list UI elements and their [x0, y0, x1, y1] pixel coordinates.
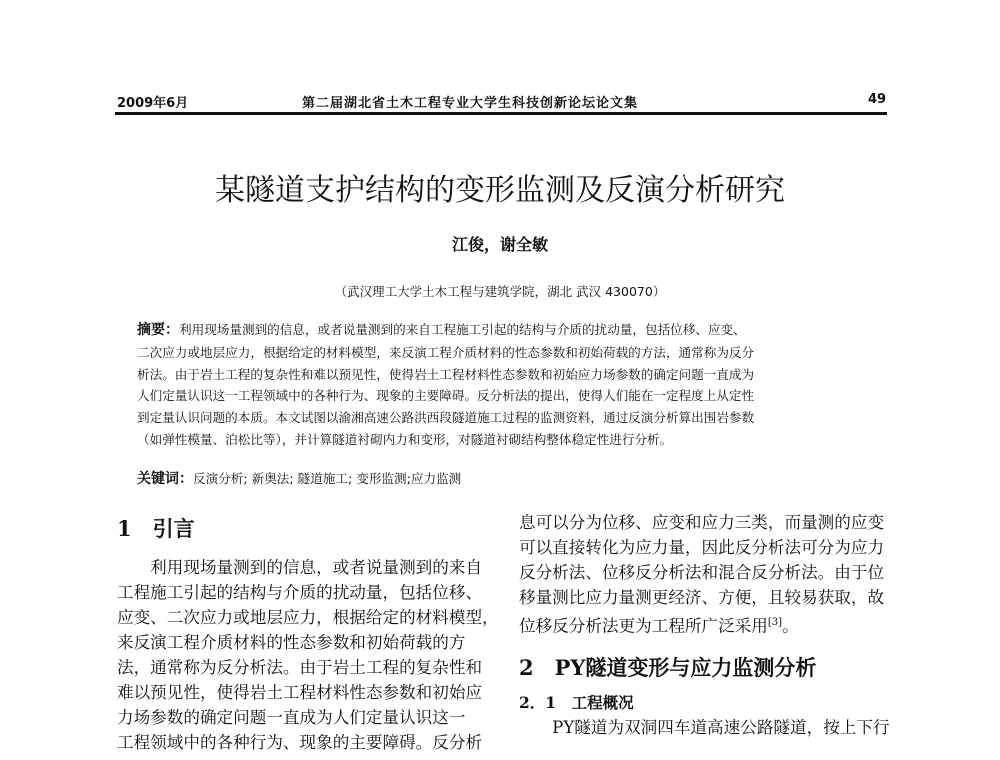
- right-column: [519, 510, 890, 740]
- abstract-line: 人们定量认识这一工程领域中的各种行为、现象的主要障碍。反分析法的提出，使得人们能在一定程度上从定性: [137, 388, 755, 404]
- body-line: 移量测比应力量测更经济、方便，且较易获取，故: [519, 588, 885, 607]
- abstract-line: 到定量认识问题的本质。本文试图以渝湘高速公路洪西段隧道施工过程的监测资料，通过反演分析算出围岩参数: [137, 410, 755, 426]
- body-line: 工程施工引起的结构与介质的扰动量，包括位移、: [117, 583, 483, 602]
- citation: [3]: [767, 617, 783, 628]
- section-1-heading: 1 引言: [117, 516, 195, 541]
- abstract-line: 利用现场量测到的信息，或者说量测到的来自工程施工引起的结构与介质的扰动量，包括位移、应变、: [179, 322, 746, 337]
- affiliation: （武汉理工大学土木工程与建筑学院，湖北 武汉 430070）: [334, 284, 666, 299]
- paper-title: 某隧道支护结构的变形监测及反演分析研究: [215, 173, 785, 208]
- authors: 江俊，谢全敏: [451, 235, 548, 254]
- header-rule: [115, 112, 887, 115]
- subsection-2-1-heading: 2．1 工程概况: [519, 692, 634, 712]
- abstract: [137, 319, 887, 451]
- body-line: 难以预见性，使得岩土工程材料性态参数和初始应: [117, 683, 483, 702]
- body-line: 工程领域中的各种行为、现象的主要障碍。反分析: [117, 733, 483, 752]
- abstract-label: 摘要：: [137, 322, 179, 338]
- left-column: [117, 516, 499, 755]
- keywords-label: 关键词：: [137, 471, 193, 487]
- body-line: 应变、二次应力或地层应力，根据给定的材料模型，: [117, 608, 499, 627]
- body-line: 可以直接转化为应力量，因此反分析法可分为应力: [519, 538, 885, 557]
- body-line: 法，通常称为反分析法。由于岩土工程的复杂性和: [117, 658, 483, 677]
- abstract-line: 二次应力或地层应力，根据给定的材料模型，来反演工程介质材料的性态参数和初始荷载的方法，通常称为反分: [137, 344, 755, 360]
- abstract-line: 析法。由于岩土工程的复杂性和难以预见性，使得岩土工程材料性态参数和初始应力场参数的确定问题一直成为: [137, 366, 755, 382]
- body-line-end: 。: [782, 616, 799, 636]
- body-line: 利用现场量测到的信息，或者说量测到的来自: [117, 558, 483, 577]
- keywords-text: 反演分析; 新奥法; 隧道施工; 变形监测;应力监测: [193, 471, 462, 486]
- keywords: [137, 468, 461, 488]
- header-page-number: 49: [868, 92, 887, 107]
- body-line: PY隧道为双洞四车道高速公路隧道，按上下行: [519, 717, 890, 737]
- section-2-heading: 2 PY隧道变形与应力监测分析: [519, 654, 817, 680]
- header-date: 2009年6月: [117, 96, 189, 111]
- body-line: 来反演工程介质材料的性态参数和初始荷载的方: [117, 633, 466, 652]
- body-line: 息可以分为位移、应变和应力三类，而量测的应变: [519, 513, 885, 532]
- body-line: 反分析法、位移反分析法和混合反分析法。由于位: [519, 563, 885, 582]
- body-line: 位移反分析法更为工程所广泛采用: [519, 616, 768, 636]
- header-journal: 第二届湖北省土木工程专业大学生科技创新论坛论文集: [302, 96, 639, 111]
- body-line: 力场参数的确定问题一直成为人们定量认识这一: [117, 708, 466, 727]
- abstract-line: （如弹性模量、泊松比等），并计算隧道衬砌内力和变形，对隧道衬砌结构整体稳定性进行分析。: [137, 431, 673, 447]
